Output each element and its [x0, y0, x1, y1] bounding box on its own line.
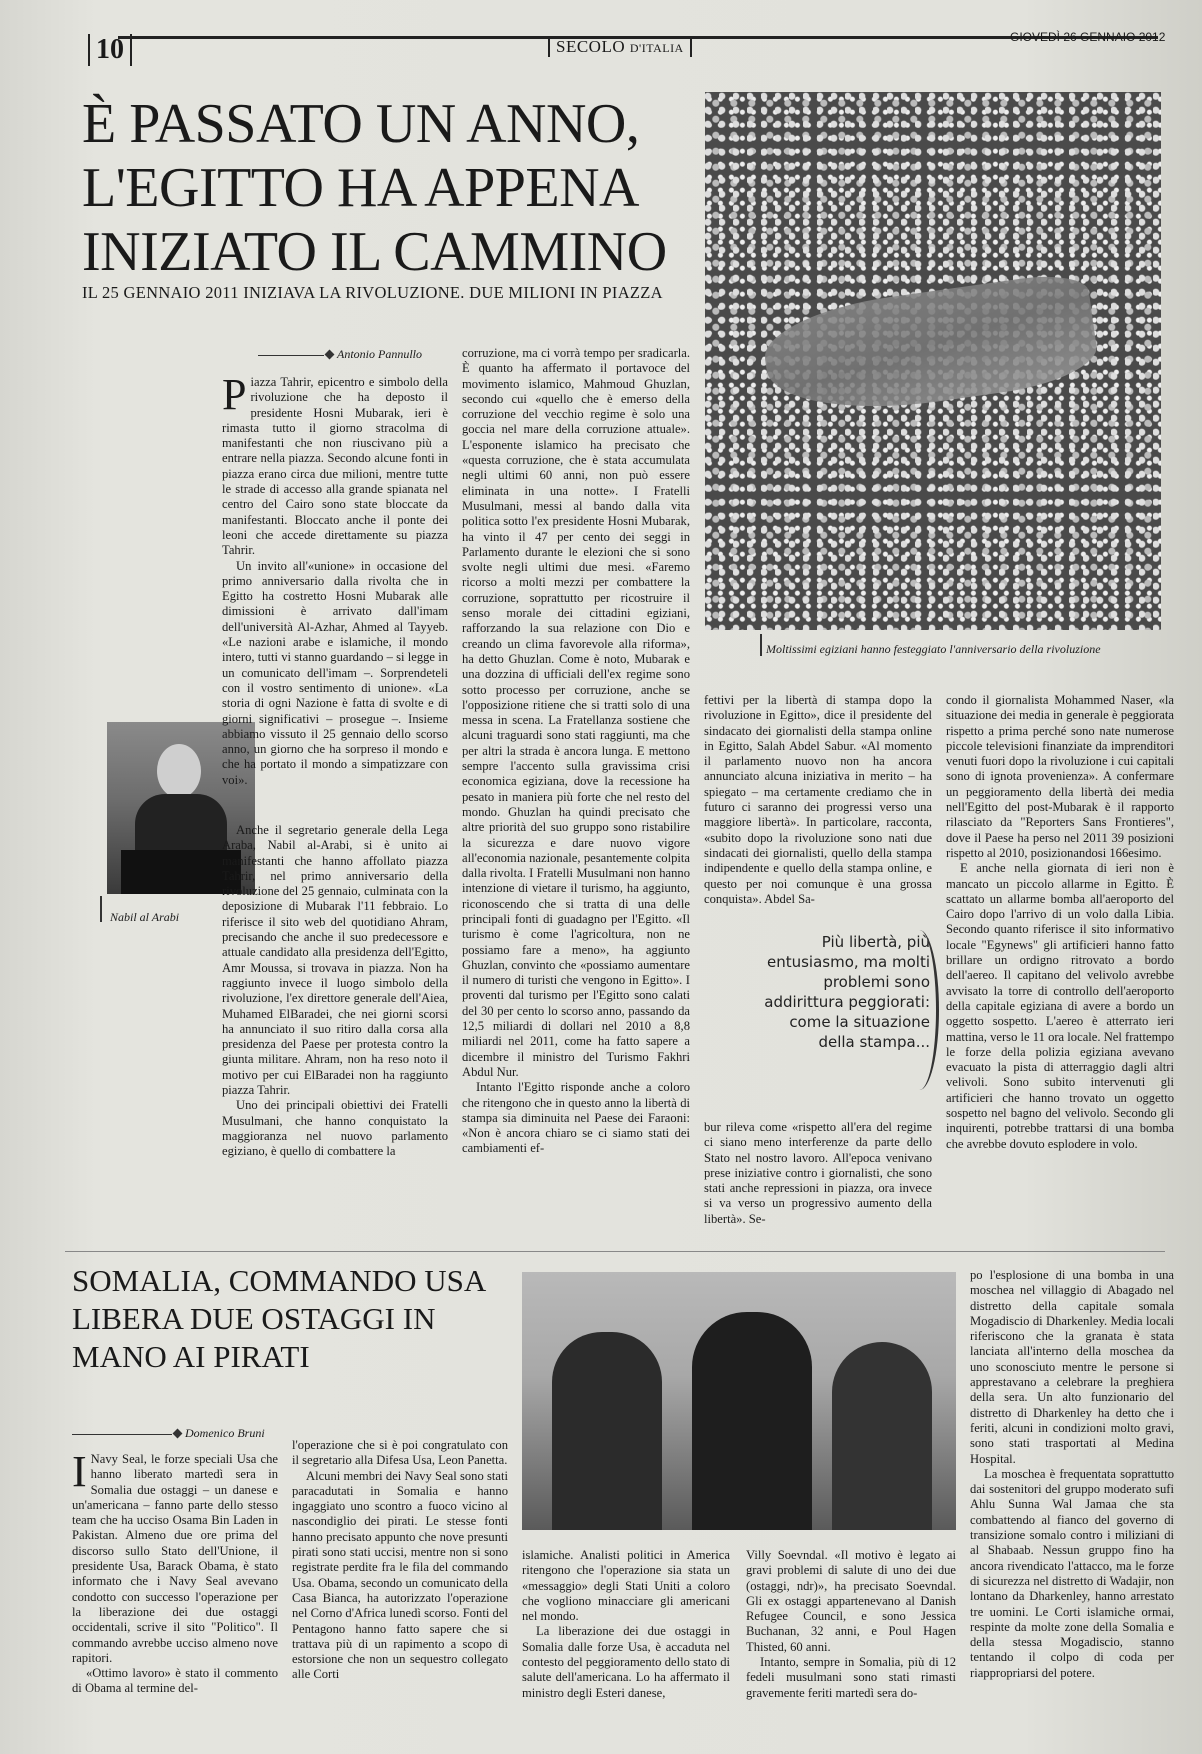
- paragraph: Intanto, sempre in Somalia, più di 12 fedeli musulmani sono stati rimasti gravemente feriti martedì sera do-: [746, 1655, 956, 1700]
- article2-column-2: [292, 1438, 508, 1742]
- article-separator: [65, 1251, 1165, 1252]
- article1-column-1b: [222, 823, 448, 1235]
- paragraph: La moschea è frequentata soprattutto dai sostenitori del gruppo moderato sufi Ahlu Sunna Wal Jamaa che sta combattendo al fianco del governo di transizione somalo contro i miliziani di al Shabaab. Nessun gruppo fino ha ancora rivendicato l'attacco, ma le forze di sicurezza nel distretto di Wadajir, non lontano da Dharkenley, hanno arrestato tre uomini. Le Corti islamiche ormai, respinte da molte zone della Somalia e della stessa Mogadiscio, stanno tentando il colpo di coda per riappropriarsi del potere.: [970, 1466, 1174, 1680]
- paragraph: Uno dei principali obiettivi dei Fratelli Musulmani, che hanno conquistato la maggioranza nel nuovo parlamento egiziano, è quello di combattere la: [222, 1098, 448, 1159]
- figure-left: [552, 1332, 662, 1530]
- byline-author: Domenico Bruni: [185, 1426, 265, 1440]
- drop-cap: I: [72, 1452, 87, 1496]
- figure-right: [832, 1342, 932, 1530]
- crowd-photo: [705, 92, 1161, 630]
- pirates-photo: [522, 1272, 956, 1530]
- paragraph: La liberazione dei due ostaggi in Somalia dalle forze Usa, è accaduta nel contesto del peggioramento dello stato di salute dell'americana. Lo ha affermato il ministro degli Esteri danese,: [522, 1624, 730, 1700]
- paragraph: Villy Soevndal. «Il motivo è legato ai gravi problemi di salute di uno dei due (ostaggi, ndr)», ha precisato Soevndal. Gli ex ostaggi appartenevano al Danish Refugee Council, e sono Jessica Buchanan, 32 anni, e Poul Hagen Thisted, 60 anni.: [746, 1548, 956, 1654]
- paragraph: E anche nella giornata di ieri non è mancato un piccolo allarme in Egitto. È scattato un allarme bomba all'aeroporto del Cairo dopo l'arrivo di un volo dalla Libia. Secondo quanto riferisce il sito informativo locale "Egynews" gli artificieri hanno fatto brillare un ordigno ritrovato a bordo dell'aereo. Il capitano del velivolo avrebbe avvisato la torre di controllo dell'aeroporto della capitale egiziana di avere a bordo un oggetto sospetto. L'aereo è atterrato ieri mattina, verso le 11 ora locale. Nel frattempo le forze della polizia egiziana avevano evacuato la pista di atterraggio dagli altri velivoli. Sono subito intervenuti gli artificieri che hanno trovato un oggetto sospetto nel bagno del velivolo. Secondo gli inquirenti, potrebbe trattarsi di una bomba che avrebbe dovuto esplodere in volo.: [946, 861, 1174, 1151]
- date-line: GIOVEDÌ 26 GENNAIO 2012: [1010, 30, 1166, 44]
- byline-diamond-icon: [325, 350, 335, 360]
- pull-quote-bracket: [900, 930, 939, 1090]
- article-headline: È PASSATO UN ANNO, L'EGITTO HA APPENA INIZIATO IL CAMMINO: [82, 93, 667, 283]
- figure-center: [692, 1312, 812, 1530]
- paragraph: condo il giornalista Mohammed Naser, «la situazione dei media in generale è peggiorata rispetto a prima perché sono nate numerose piccole televisioni finanziate da imprenditori venuti fuori dopo la rivoluzione i cui capitali sono di ignota provenienza». A confermare un peggioramento della libertà dei media nell'Egitto del post-Mubarak è il rapporto rilasciato da "Reporters Sans Frontieres", dove il Paese ha perso nel 2011 39 posizioni rispetto al 2010, posizionandosi 166esimo.: [946, 693, 1174, 860]
- paragraph: «Ottimo lavoro» è stato il commento di Obama al termine del-: [72, 1666, 278, 1696]
- paragraph: Alcuni membri dei Navy Seal sono stati paracadutati in Somalia e hanno ingaggiato uno scontro a fuoco vicino al nascondiglio dei pirati. Le stesse fonti hanno precisato appunto che nove presunti pirati sono stati uccisi, mentre non si sono registrate perdite fra le fila del commando Usa. Obama, secondo un comunicato della Casa Bianca, ha autorizzato l'operazione nel Corno d'Africa lunedì scorso. Fonti del Pentagono hanno fatto sapere che si trattava più di un rapimento a scopo di estorsione che non un sequestro collegato alle Corti: [292, 1468, 508, 1682]
- paragraph: po l'esplosione di una bomba in una moschea nel villaggio di Abagado nel distretto della capitale somala Mogadiscio di Dharkenley. Media locali riferiscono che la granata è stata lanciata all'interno della moschea da uno sconosciuto mentre le persone si apprestavano a celebrare la preghiera della sera. Un alto funzionario del distretto di Dharkenley ha detto che i feriti, alcuni in condizioni molto gravi, sono stati trasportati al Medina Hospital.: [970, 1268, 1174, 1466]
- photo-caption: Moltissimi egiziani hanno festeggiato l'anniversario della rivoluzione: [766, 642, 1101, 656]
- paragraph: Intanto l'Egitto risponde anche a coloro che ritengono che in questo anno la libertà di stampa sia diminuita nel Paese dei Faraoni: «Non è ancora chiaro se ci siamo stati dei cambiamenti ef-: [462, 1080, 690, 1156]
- paragraph: fettivi per la libertà di stampa dopo la rivoluzione in Egitto», dice il presidente del sindacato dei giornalisti della stampa online in Egitto, Salah Abdel Sabur. «Al momento il parlamento nuovo non ha ancora annunciato alcuna iniziativa in merito – ha spiegato – ma certamente crediamo che in futuro ci saranno dei progressi verso una maggiore libertà». In particolare, racconta, «subito dopo la rivoluzione sono nati due sindacati dei giornalisti, quello della stampa indipendente e quello della stampa online, e questo per noi comunque è una grossa conquista». Abdel Sa-: [704, 693, 932, 906]
- paragraph: l'operazione che si è poi congratulato con il segretario alla Difesa Usa, Leon Panetta.: [292, 1438, 508, 1468]
- pull-quote: Più libertà, più entusiasmo, ma molti problemi sono addirittura peggiorati: come la situazione della stampa...: [764, 933, 930, 1051]
- article2-headline: SOMALIA, COMMANDO USA LIBERA DUE OSTAGGI IN MANO AI PIRATI: [72, 1263, 485, 1374]
- paragraph: I Navy Seal, le forze speciali Usa che hanno liberato martedì sera in Somalia due ostaggi – un danese e un'americana – fanno parte dello stesso team che ha ucciso Osama Bin Laden in Pakistan. Almeno due ore prima del discorso sullo Stato dell'Unione, il presidente Usa, Barack Obama, è stato informato che i Navy Seal avevano condotto con successo l'operazione per la liberazione dei due ostaggi occidentali, scrive il sito "Politico". Il commando avrebbe ucciso almeno nove rapitori.: [72, 1452, 278, 1665]
- byline-author: Antonio Pannullo: [337, 347, 422, 361]
- flag-shape: [759, 270, 1101, 425]
- paragraph: Anche il segretario generale della Lega Araba, Nabil al-Arabi, si è unito ai manifestanti che hanno affollato piazza Tahrir, nel primo anniversario della rivoluzione del 25 gennaio, culminata con la deposizione di Mubarak l'11 febbraio. Lo riferisce il sito web del quotidiano Ahram, precisando che anche il suo predecessore e attuale candidato alla presidenza dell'Egitto, Amr Moussa, si trovava in piazza. Non ha raggiunto invece il luogo simbolo della rivoluzione, l'ex direttore generale dell'Aiea, Muhamed ElBaradei, che nei giorni scorsi ha annunciato il suo ritiro dalla corsa alla presidenza del Paese per protesta contro la giunta militare. Ahram, non ha reso noto il motivo per cui ElBaradei non ha raggiunto piazza Tahrir.: [222, 823, 448, 1098]
- caption-bar: [760, 634, 762, 656]
- paragraph: bur rileva come «rispetto all'era del regime ci siano meno interferenze da parte dello Stato nel nostro lavoro. All'epoca venivano prese iniziative contro i giornalisti, che sono stati anche repressioni in piazza, ora invece si va verso un progressivo aumento della libertà». Se-: [704, 1120, 932, 1226]
- portrait-head: [157, 744, 201, 798]
- portrait-caption: Nabil al Arabi: [110, 910, 180, 924]
- article-subhead: IL 25 GENNAIO 2011 INIZIAVA LA RIVOLUZIONE. DUE MILIONI IN PIAZZA: [82, 283, 663, 302]
- masthead-name: SECOLO: [556, 37, 626, 56]
- article2-column-5: [970, 1268, 1174, 1742]
- drop-cap: P: [222, 375, 247, 419]
- byline: [326, 347, 422, 362]
- masthead: [548, 37, 692, 57]
- article1-column-4: [946, 693, 1174, 1237]
- article1-column-3b: [704, 1120, 932, 1236]
- article1-column-2: [462, 346, 690, 1236]
- paragraph: Piazza Tahrir, epicentro e simbolo della rivoluzione che ha deposto il presidente Hosni Mubarak, ieri è rimasta tutto il giorno stracolma di manifestanti che non riuscivano più a entrare nella piazza. Secondo alcune fonti in piazza erano circa due milioni, mentre tutte le strade di accesso alla grande spianata nel centro del Cairo sono state bloccate da manifestanti. Bloccato anche il ponte dei leoni che accede direttamente su piazza Tahrir.: [222, 375, 448, 558]
- paragraph: islamiche. Analisti politici in America ritengono che l'operazione sia stata un «messaggio» degli Stati Uniti a coloro che vogliono minacciare gli americani nel mondo.: [522, 1548, 730, 1624]
- paragraph: Un invito all'«unione» in occasione del primo anniversario dalla rivolta che in Egitto ha costretto Hosni Mubarak alle dimissioni è arrivato dall'imam dell'università Al-Azhar, Ahmed al Tayyeb. «Le nazioni arabe e islamiche, il mondo intero, tutti vi stanno guardando – si legge in un comunicato dell'imam –. Sorprendeteli con il vostro sentimento di unione». «La storia di ogni Nazione è fatta di svolte e di giorni significativi – prosegue –. Insieme abbiamo vissuto il 25 gennaio dello scorso anno, un giorno che ha sorpreso il mondo e che ha portato il mondo a simpatizzare con voi».: [222, 558, 448, 787]
- article2-column-3: [522, 1548, 730, 1742]
- article1-column-3a: [704, 693, 932, 925]
- page-number: 10: [88, 34, 132, 66]
- masthead-suffix: D'ITALIA: [629, 41, 684, 55]
- article2-column-4: [746, 1548, 956, 1742]
- article2-column-1: [72, 1452, 278, 1742]
- byline-rule: [258, 355, 324, 356]
- paragraph: corruzione, ma ci vorrà tempo per sradicarla. È quanto ha affermato il portavoce del movimento islamico, Mahmoud Ghuzlan, secondo cui «quello che è emerso della corruzione del vecchio regime è solo una goccia nel mare della corruzione attuale». L'esponente islamico ha precisato che «questa corruzione, che è stata accumulata negli ultimi 60 anni, non può essere eliminata in una notte». I Fratelli Musulmani, messi al bando dalla vita politica sotto l'ex presidente Hosni Mubarak, ha vinto il 47 per cento dei seggi in Parlamento durante le elezioni che si sono svolte negli ultimi due mesi. «Faremo ricorso a molti mezzi per combattere la corruzione, soprattutto per ricostruire il senso morale dei cittadini egiziani, rafforzando la sua relazione con Dio e creando un clima favorevole alla riforma», ha detto Ghuzlan. Come è noto, Mubarak e una dozzina di ufficiali dell'ex regime sono sotto processo per corruzione, anche se l'opposizione ritiene che si tratti solo di una messa in scena. La Fratellanza sostiene che alcuni traguardi sono stati raggiunti, ma che per altri la strada è ancora lunga. E mettono sempre l'accento sulla gravissima crisi economica egiziana, dove la recessione ha pesato in maniera più forte che nel resto del mondo. Ghuzlan ha quindi precisato che altre priorità del suo gruppo sono ristabilire la sicurezza e dare nuovo vigore all'economia nazionale, pesantemente colpita dalla rivolta. I Fratelli Musulmani non hanno intenzione di vietare il turismo, ha aggiunto, riconoscendo che si tratta di una delle principali fonti di guadagno per l'Egitto. «Il turismo è come l'agricoltura, non ne possiamo fare a meno», ha aggiunto Ghuzlan, convinto che «possiamo aumentare il numero di turisti che vengono in Egitto». I proventi dal turismo per l'Egitto sono calati del 30 per cento lo scorso anno, passando da 12,5 miliardi di dollari nel 2010 a 8,8 miliardi nel 2011, come ha fatto sapere a dicembre il ministro del Turismo Fakhri Abdul Nur.: [462, 346, 690, 1079]
- byline-rule: [72, 1434, 172, 1435]
- byline-diamond-icon: [173, 1429, 183, 1439]
- byline: [174, 1426, 265, 1441]
- article1-column-1a: [222, 375, 448, 855]
- portrait-caption-bar: [100, 896, 102, 922]
